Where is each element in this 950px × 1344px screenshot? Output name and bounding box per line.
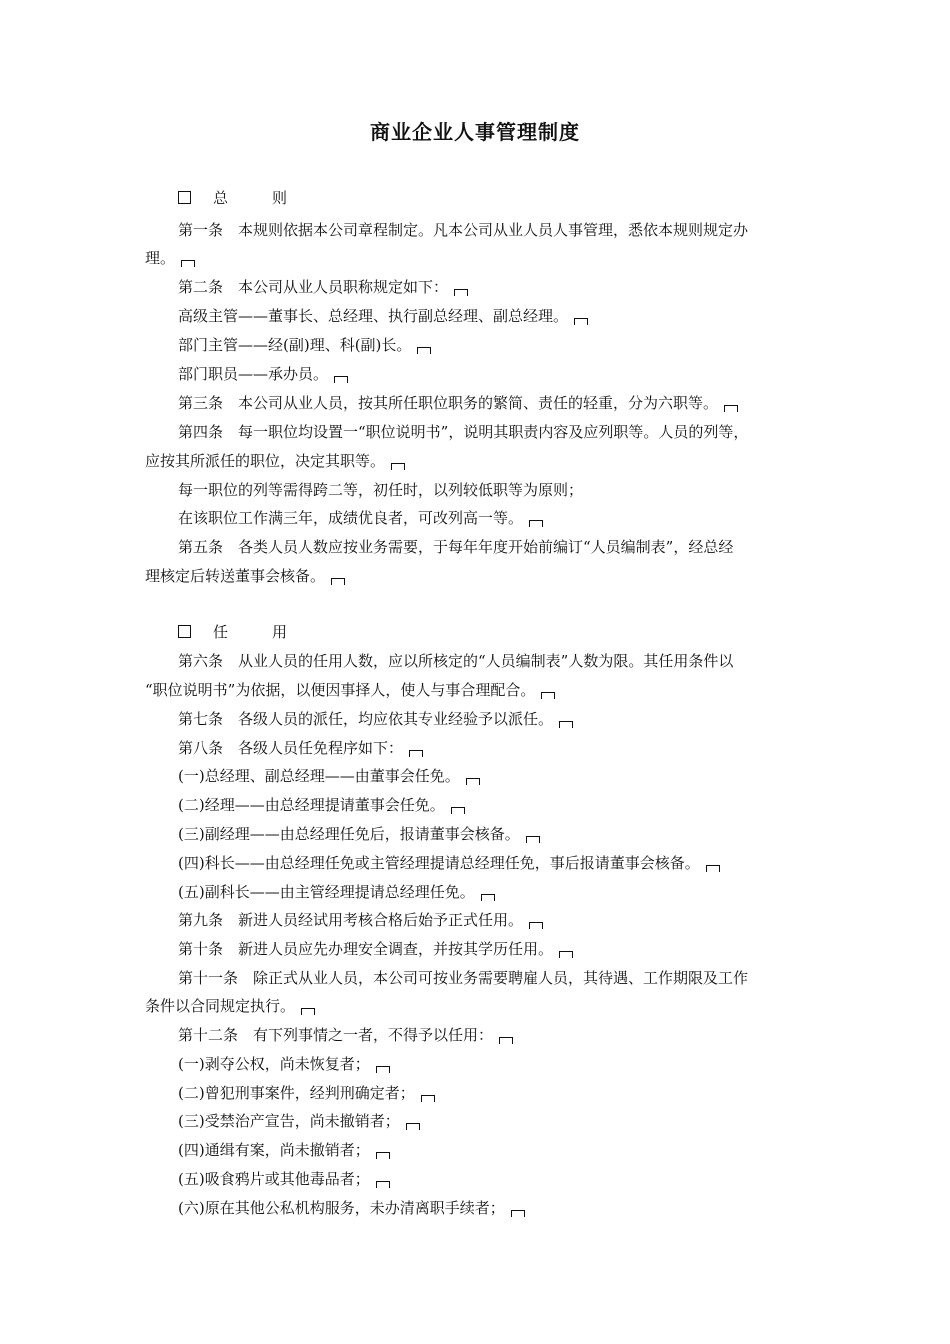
- article-3: 第三条 本公司从业人员，按其所任职位职务的繁简、责任的轻重，分为六职等。: [178, 393, 738, 413]
- paragraph-mark-icon: [409, 750, 423, 757]
- article-5-line-2: 理核定后转送董事会核备。: [145, 566, 345, 586]
- procedure-item-5: (五)副科长——由主管经理提请总经理任免。: [178, 882, 495, 902]
- exclusion-item-1: (一)剥夺公权，尚未恢复者；: [178, 1054, 390, 1074]
- article-8: 第八条 各级人员任免程序如下：: [178, 738, 423, 758]
- article-4-line-2: 应按其所派任的职位，决定其职等。: [145, 451, 405, 471]
- exclusion-item-5: (五)吸食鸦片或其他毒品者；: [178, 1169, 390, 1189]
- article-5-line-1: 第五条 各类人员人数应按业务需要，于每年年度开始前编订“人员编制表”，经总经: [178, 538, 734, 556]
- procedure-item-4: (四)科长——由总经理任免或主管经理提请总经理任免，事后报请董事会核备。: [178, 853, 720, 873]
- paragraph-mark-icon: [466, 778, 480, 785]
- paragraph-mark-icon: [454, 289, 468, 296]
- paragraph-mark-icon: [559, 951, 573, 958]
- checkbox-square-icon: [178, 191, 191, 204]
- title-senior: 高级主管——董事长、总经理、执行副总经理、副总经理。: [178, 306, 588, 326]
- grade-rule-2: 在该职位工作满三年，成绩优良者，可改列高一等。: [178, 508, 543, 528]
- paragraph-mark-icon: [417, 347, 431, 354]
- paragraph-mark-icon: [391, 463, 405, 470]
- exclusion-item-6: (六)原在其他公私机构服务，未办清离职手续者；: [178, 1198, 525, 1218]
- article-6-line-2: “职位说明书”为依据，以便因事择人，使人与事合理配合。: [145, 680, 555, 700]
- paragraph-mark-icon: [481, 894, 495, 901]
- paragraph-mark-icon: [526, 836, 540, 843]
- procedure-item-2: (二)经理——由总经理提请董事会任免。: [178, 795, 465, 815]
- article-9: 第九条 新进人员经试用考核合格后始予正式任用。: [178, 910, 543, 930]
- article-11-line-2: 条件以合同规定执行。: [145, 996, 315, 1016]
- article-1-line-1: 第一条 本规则依据本公司章程制定。凡本公司从业人员人事管理，悉依本规则规定办: [178, 221, 749, 239]
- title-dept-head: 部门主管——经(副)理、科(副)长。: [178, 335, 431, 355]
- paragraph-mark-icon: [529, 520, 543, 527]
- paragraph-mark-icon: [376, 1152, 390, 1159]
- article-2: 第二条 本公司从业人员职称规定如下：: [178, 277, 468, 297]
- exclusion-item-3: (三)受禁治产宣告，尚未撤销者；: [178, 1111, 420, 1131]
- paragraph-mark-icon: [181, 260, 195, 267]
- paragraph-mark-icon: [451, 807, 465, 814]
- title-dept-staff: 部门职员——承办员。: [178, 364, 348, 384]
- document-title: 商业企业人事管理制度: [370, 120, 580, 144]
- procedure-item-3: (三)副经理——由总经理任免后，报请董事会核备。: [178, 824, 540, 844]
- paragraph-mark-icon: [499, 1037, 513, 1044]
- paragraph-mark-icon: [574, 318, 588, 325]
- article-1-line-2: 理。: [145, 248, 195, 268]
- paragraph-mark-icon: [331, 578, 345, 585]
- grade-rule-1: 每一职位的列等需得跨二等，初任时，以列较低职等为原则；: [178, 481, 584, 499]
- exclusion-item-2: (二)曾犯刑事案件，经判刑确定者；: [178, 1083, 435, 1103]
- checkbox-square-icon: [178, 625, 191, 638]
- paragraph-mark-icon: [334, 376, 348, 383]
- paragraph-mark-icon: [529, 922, 543, 929]
- exclusion-item-4: (四)通缉有案，尚未撤销者；: [178, 1140, 390, 1160]
- paragraph-mark-icon: [301, 1008, 315, 1015]
- article-6-line-1: 第六条 从业人员的任用人数，应以所核定的“人员编制表”人数为限。其任用条件以: [178, 652, 734, 670]
- paragraph-mark-icon: [511, 1210, 525, 1217]
- article-4-line-1: 第四条 每一职位均设置一“职位说明书”，说明其职责内容及应列职等。人员的列等，: [178, 423, 749, 441]
- paragraph-mark-icon: [421, 1095, 435, 1102]
- paragraph-mark-icon: [406, 1123, 420, 1130]
- procedure-item-1: (一)总经理、副总经理——由董事会任免。: [178, 766, 480, 786]
- section-heading-appointment: 任 用: [178, 622, 287, 642]
- article-11-line-1: 第十一条 除正式从业人员，本公司可按业务需要聘雇人员，其待遇、工作期限及工作: [178, 969, 749, 987]
- article-7: 第七条 各级人员的派任，均应依其专业经验予以派任。: [178, 709, 573, 729]
- paragraph-mark-icon: [376, 1066, 390, 1073]
- section-heading-general: 总 则: [178, 188, 287, 208]
- paragraph-mark-icon: [724, 405, 738, 412]
- paragraph-mark-icon: [376, 1181, 390, 1188]
- paragraph-mark-icon: [541, 692, 555, 699]
- paragraph-mark-icon: [706, 865, 720, 872]
- article-10: 第十条 新进人员应先办理安全调查，并按其学历任用。: [178, 939, 573, 959]
- paragraph-mark-icon: [559, 721, 573, 728]
- article-12: 第十二条 有下列事情之一者，不得予以任用：: [178, 1025, 513, 1045]
